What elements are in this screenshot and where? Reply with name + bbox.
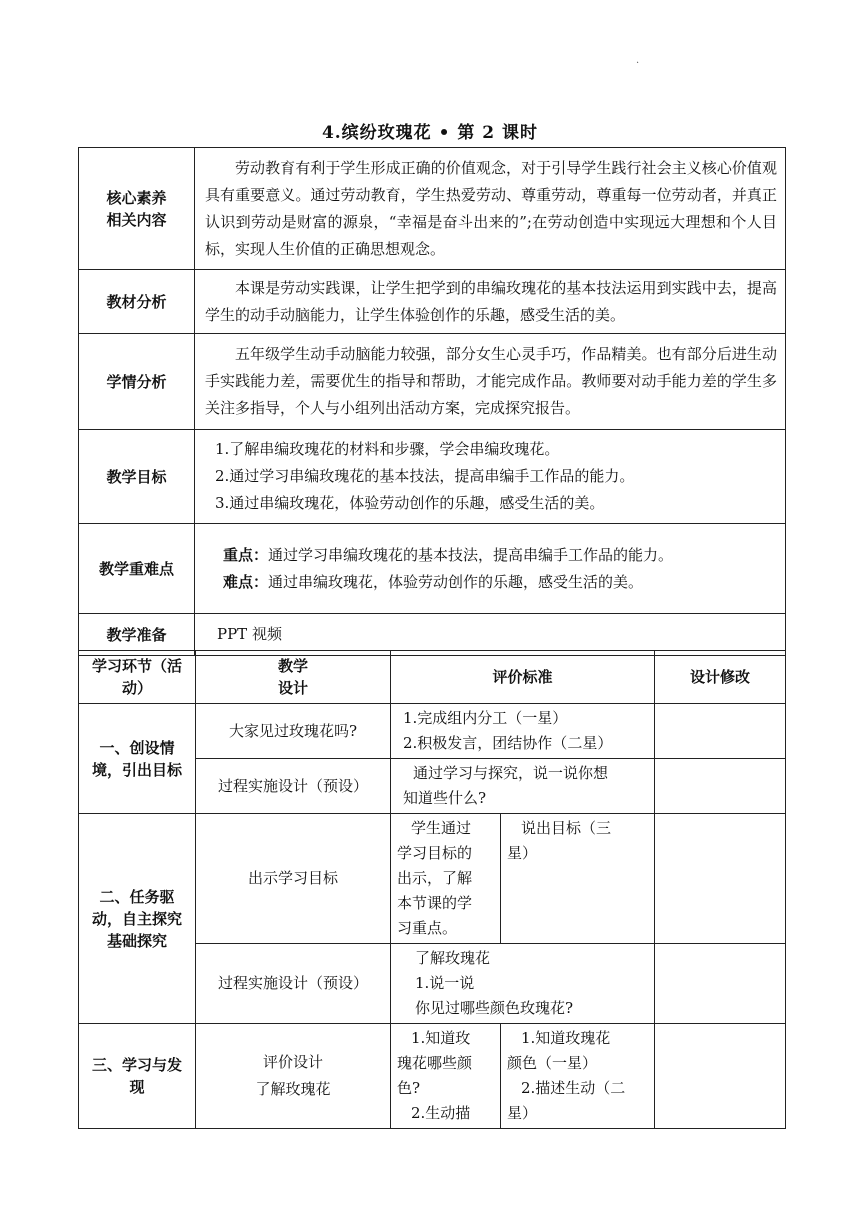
key-points-text <box>195 524 786 614</box>
preparation-text: PPT 视频 <box>195 614 786 656</box>
stage-3-activity: 1.知道玫 瑰花哪些颜 色? 2.生动描 <box>391 1024 501 1129</box>
goal-item: 3.通过串编玫瑰花，体验劳动创作的乐趣，感受生活的美。 <box>215 494 605 512</box>
table-row <box>79 334 786 430</box>
table-row <box>79 814 786 944</box>
stage-1-design-a: 大家见过玫瑰花吗? <box>196 704 391 759</box>
stage-1-label: 一、创设情 境，引出目标 <box>79 704 196 814</box>
stage-1-criteria-a: 1.完成组内分工（一星） 2.积极发言，团结协作（二星） <box>391 704 655 759</box>
teaching-goals-list <box>195 430 786 524</box>
page-title: 4.缤纷玫瑰花 • 第 2 课时 <box>321 123 539 143</box>
header-revision: 设计修改 <box>655 651 786 704</box>
table-row <box>79 651 786 704</box>
process-table <box>78 650 786 1129</box>
teaching-goals-label: 教学目标 <box>79 430 195 524</box>
student-analysis-label: 学情分析 <box>79 334 195 430</box>
material-analysis-label: 教材分析 <box>79 270 195 334</box>
stage-3-criteria: 1.知道玫瑰花 颜色（一星） 2.描述生动（二 星） <box>501 1024 655 1129</box>
table-row <box>79 524 786 614</box>
stage-3-design: 评价设计 了解玫瑰花 <box>196 1024 391 1129</box>
stage-2-criteria-b: 了解玫瑰花 1.说一说 你见过哪些颜色玫瑰花? <box>391 944 655 1024</box>
table-row <box>79 430 786 524</box>
stage-1-revision-b <box>655 759 786 814</box>
core-literacy-text: 劳动教育有利于学生形成正确的价值观念，对于引导学生践行社会主义核心价值观具有重要意义。通过劳动教育，学生热爱劳动、尊重劳动，尊重每一位劳动者，并真正认识到劳动是财富的源泉，“幸福是奋斗出来的”;在劳动创造中实现远大理想和个人目标，实现人生价值的正确思想观念。 <box>195 148 786 270</box>
table-row <box>79 1024 786 1129</box>
header-design: 教学 设计 <box>196 651 391 704</box>
stage-2-label: 二、任务驱 动，自主探究 基础探究 <box>79 814 196 1024</box>
stage-1-design-b: 过程实施设计（预设） <box>196 759 391 814</box>
overview-table <box>78 147 786 656</box>
stage-3-revision <box>655 1024 786 1129</box>
core-literacy-label: 核心素养 相关内容 <box>79 148 195 270</box>
header-criteria: 评价标准 <box>391 651 655 704</box>
stage-2-revision-a <box>655 814 786 944</box>
page-dot: · <box>636 58 640 69</box>
key-point-label: 重点： <box>223 545 269 564</box>
goal-item: 1.了解串编玫瑰花的材料和步骤，学会串编玫瑰花。 <box>215 440 560 458</box>
stage-1-revision-a <box>655 704 786 759</box>
stage-1-criteria-b: 通过学习与探究，说一说你想 知道些什么? <box>391 759 655 814</box>
stage-2-revision-b <box>655 944 786 1024</box>
stage-2-criteria-a: 说出目标（三 星） <box>501 814 655 944</box>
stage-2-activity-a: 学生通过 学习目标的 出示，了解 本节课的学 习重点。 <box>391 814 501 944</box>
table-row <box>79 270 786 334</box>
student-analysis-text: 五年级学生动手动脑能力较强，部分女生心灵手巧，作品精美。也有部分后进生动手实践能力差，需要优生的指导和帮助，才能完成作品。教师要对动手能力差的学生多关注多指导，个人与小组列出活动方案，完成探究报告。 <box>195 334 786 430</box>
stage-2-design-a: 出示学习目标 <box>196 814 391 944</box>
table-row <box>79 704 786 759</box>
stage-3-label: 三、学习与发 现 <box>79 1024 196 1129</box>
stage-2-design-b: 过程实施设计（预设） <box>196 944 391 1024</box>
difficulty-label: 难点： <box>223 572 269 591</box>
key-point-text: 通过学习串编玫瑰花的基本技法，提高串编手工作品的能力。 <box>268 545 674 564</box>
key-points-label: 教学重难点 <box>79 524 195 614</box>
preparation-label: 教学准备 <box>79 614 195 656</box>
difficulty-text: 通过串编玫瑰花，体验劳动创作的乐趣，感受生活的美。 <box>268 572 644 591</box>
header-stage: 学习环节（活 动） <box>79 651 196 704</box>
table-row <box>79 148 786 270</box>
goal-item: 2.通过学习串编玫瑰花的基本技法，提高串编手工作品的能力。 <box>215 467 635 485</box>
material-analysis-text: 本课是劳动实践课，让学生把学到的串编玫瑰花的基本技法运用到实践中去，提高学生的动手动脑能力，让学生体验创作的乐趣，感受生活的美。 <box>195 270 786 334</box>
